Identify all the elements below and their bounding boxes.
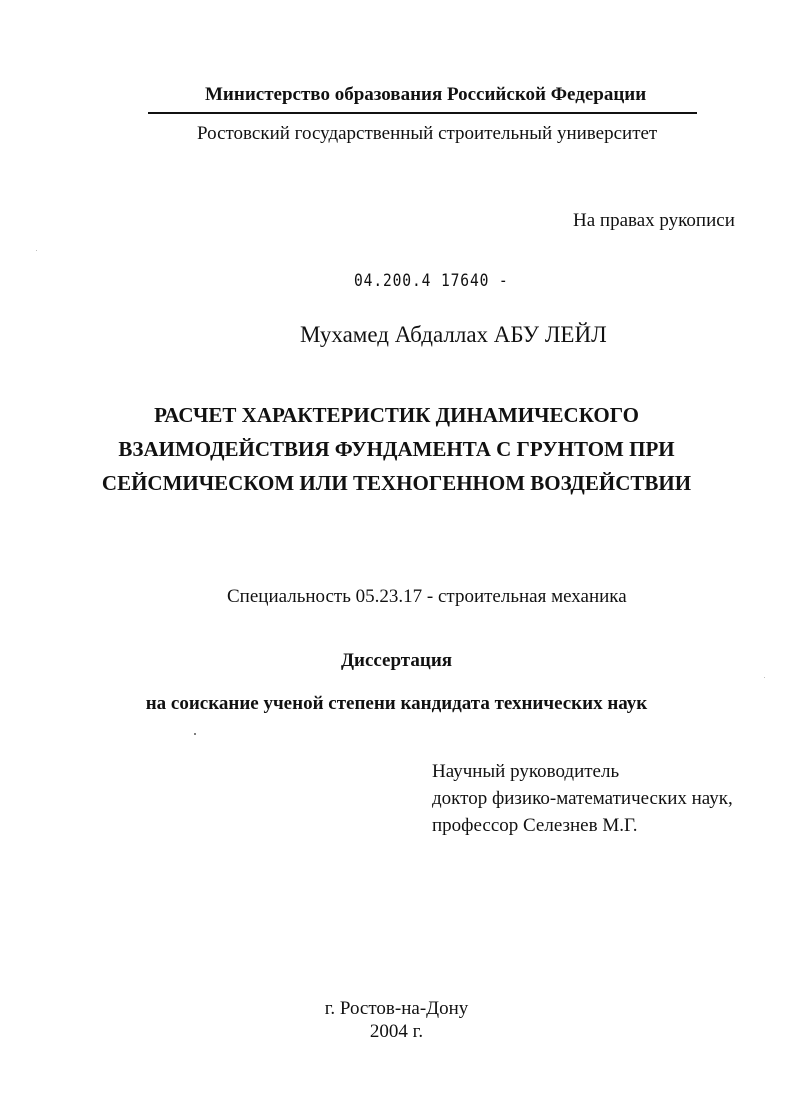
advisor-degree: доктор физико-математических наук, bbox=[432, 788, 733, 809]
city: г. Ростов-на-Дону bbox=[324, 998, 469, 1019]
title-line-1: РАСЧЕТ ХАРАКТЕРИСТИК ДИНАМИЧЕСКОГО bbox=[154, 403, 639, 427]
title-line-2: ВЗАИМОДЕЙСТВИЯ ФУНДАМЕНТА С ГРУНТОМ ПРИ bbox=[118, 437, 675, 461]
work-type-heading: Диссертация bbox=[340, 650, 453, 671]
manuscript-rights-note: На правах рукописи bbox=[573, 210, 735, 231]
ministry-heading: Министерство образования Российской Федерации bbox=[205, 84, 647, 105]
registry-number-stamp: 04.200.4 17640 - bbox=[354, 271, 509, 291]
dissertation-title bbox=[0, 398, 793, 500]
author-name: Мухамед Абдаллах АБУ ЛЕЙЛ bbox=[300, 322, 607, 347]
degree-line: на соискание ученой степени кандидата технических наук bbox=[145, 693, 648, 714]
scan-speck bbox=[36, 250, 37, 251]
scan-speck bbox=[764, 677, 765, 678]
specialty-line: Специальность 05.23.17 - строительная механика bbox=[227, 586, 627, 607]
header-divider bbox=[148, 112, 697, 114]
advisor-role: Научный руководитель bbox=[432, 761, 620, 782]
university-name: Ростовский государственный строительный университет bbox=[197, 123, 658, 144]
year: 2004 г. bbox=[369, 1021, 424, 1042]
title-line-3: СЕЙСМИЧЕСКОМ ИЛИ ТЕХНОГЕННОМ ВОЗДЕЙСТВИИ bbox=[101, 471, 692, 495]
place-and-year bbox=[0, 997, 793, 1043]
advisor-name: профессор Селезнев М.Г. bbox=[432, 815, 638, 836]
scan-speck bbox=[194, 733, 196, 735]
advisor-block bbox=[432, 758, 733, 839]
